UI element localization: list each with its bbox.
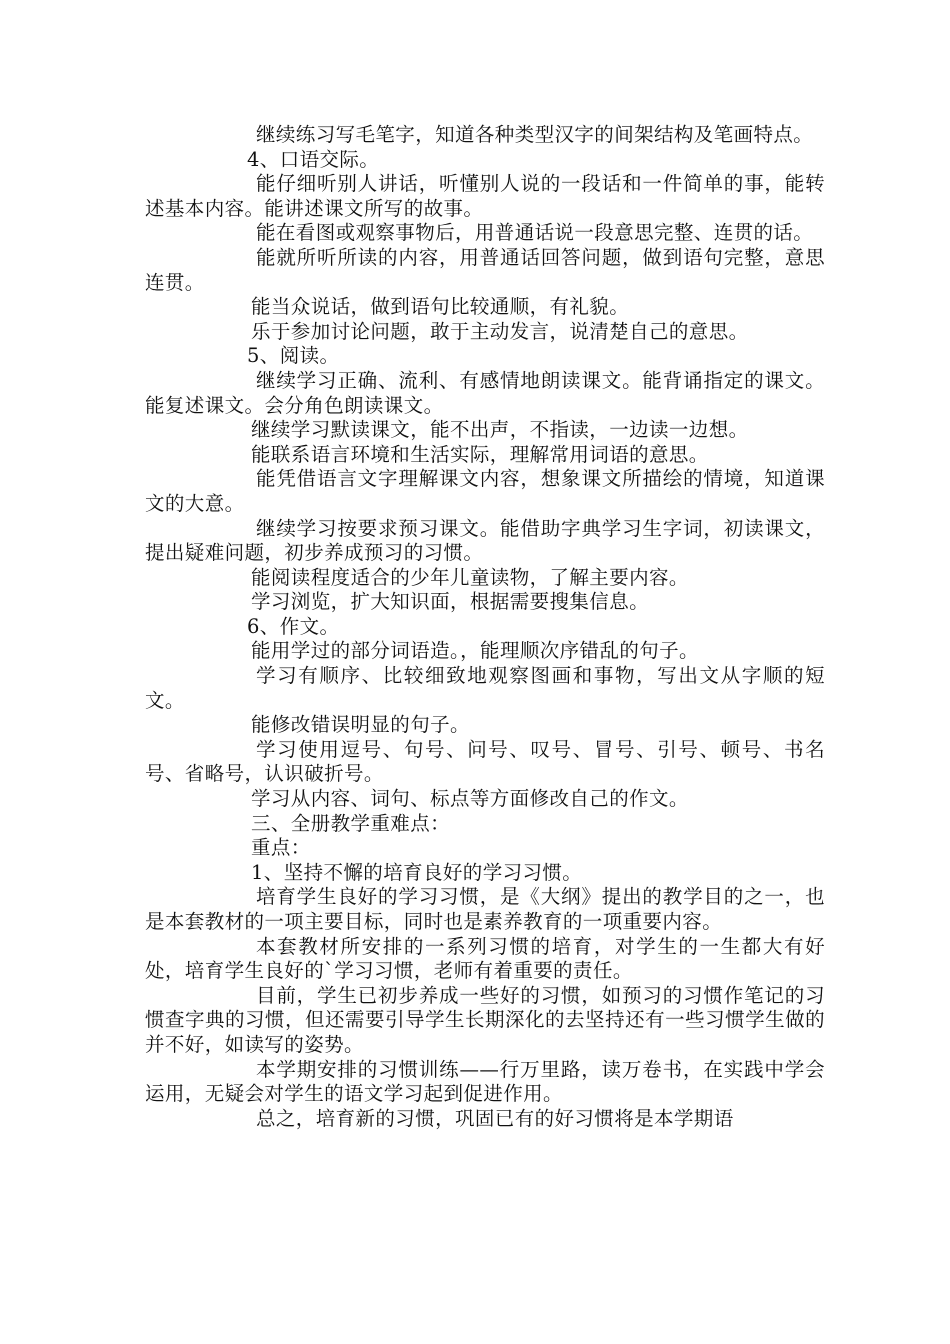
body-text <box>145 123 825 1131</box>
paragraph: 能仔细听别人讲话，听懂别人说的一段话和一件简单的事，能转述基本内容。能讲述课文所写的故事。 <box>145 172 825 220</box>
paragraph: 继续学习默读课文，能不出声，不指读，一边读一边想。 <box>251 418 749 442</box>
subheading: 1、坚持不懈的培育良好的学习习惯。 <box>251 860 583 884</box>
section-heading: 6、作文。 <box>247 614 340 638</box>
paragraph: 能用学过的部分词语造。，能理顺次序错乱的句子。 <box>251 639 699 663</box>
section-heading: 4、口语交际。 <box>247 147 380 171</box>
paragraph: 学习有顺序、比较细致地观察图画和事物，写出文从字顺的短文。 <box>145 664 825 712</box>
paragraph: 能修改错误明显的句子。 <box>251 713 470 737</box>
paragraph: 继续学习正确、流利、有感情地朗读课文。能背诵指定的课文。能复述课文。会分角色朗读课文。 <box>145 368 825 417</box>
paragraph: 能当众说话，做到语句比较通顺，有礼貌。 <box>251 295 630 319</box>
section-heading: 三、全册教学重难点： <box>251 811 451 835</box>
paragraph: 能在看图或观察事物后，用普通话说一段意思完整、连贯的话。 <box>256 221 814 245</box>
paragraph: 学习使用逗号、句号、问号、叹号、冒号、引号、顿号、书名号、省略号，认识破折号。 <box>145 737 825 786</box>
paragraph: 能阅读程度适合的少年儿童读物，了解主要内容。 <box>251 565 689 589</box>
paragraph: 学习浏览，扩大知识面，根据需要搜集信息。 <box>251 590 650 614</box>
paragraph: 继续练习写毛笔字，知道各种类型汉字的间架结构及笔画特点。 <box>256 123 814 146</box>
paragraph: 培育学生良好的学习习惯，是《大纲》提出的教学目的之一，也是本套教材的一项主要目标，同时也是素养教育的一项重要内容。 <box>145 885 825 933</box>
paragraph: 能凭借语言文字理解课文内容，想象课文所描绘的情境，知道课文的大意。 <box>145 467 825 515</box>
section-heading: 5、阅读。 <box>247 344 340 368</box>
paragraph: 能联系语言环境和生活实际，理解常用词语的意思。 <box>251 442 709 466</box>
paragraph: 乐于参加讨论问题，敢于主动发言，说清楚自己的意思。 <box>251 319 749 343</box>
paragraph: 本学期安排的习惯训练——行万里路，读万卷书，在实践中学会运用，无疑会对学生的语文学习起到促进作用。 <box>145 1057 825 1106</box>
paragraph: 学习从内容、词句、标点等方面修改自己的作文。 <box>251 787 689 811</box>
subheading: 重点： <box>251 836 311 860</box>
paragraph: 本套教材所安排的一系列习惯的培育，对学生的一生都大有好处，培育学生良好的`学习习惯，老师有着重要的责任。 <box>145 934 825 983</box>
paragraph: 能就所听所读的内容，用普通话回答问题，做到语句完整，意思连贯。 <box>145 245 825 294</box>
paragraph: 总之，培育新的习惯，巩固已有的好习惯将是本学期语 <box>256 1106 734 1130</box>
paragraph: 继续学习按要求预习课文。能借助字典学习生字词，初读课文，提出疑难问题，初步养成预习的习惯。 <box>145 516 825 565</box>
paragraph: 目前，学生已初步养成一些好的习惯，如预习的习惯作笔记的习惯查字典的习惯，但还需要引导学生长期深化的去坚持还有一些习惯学生做的并不好，如读写的姿势。 <box>145 983 825 1056</box>
